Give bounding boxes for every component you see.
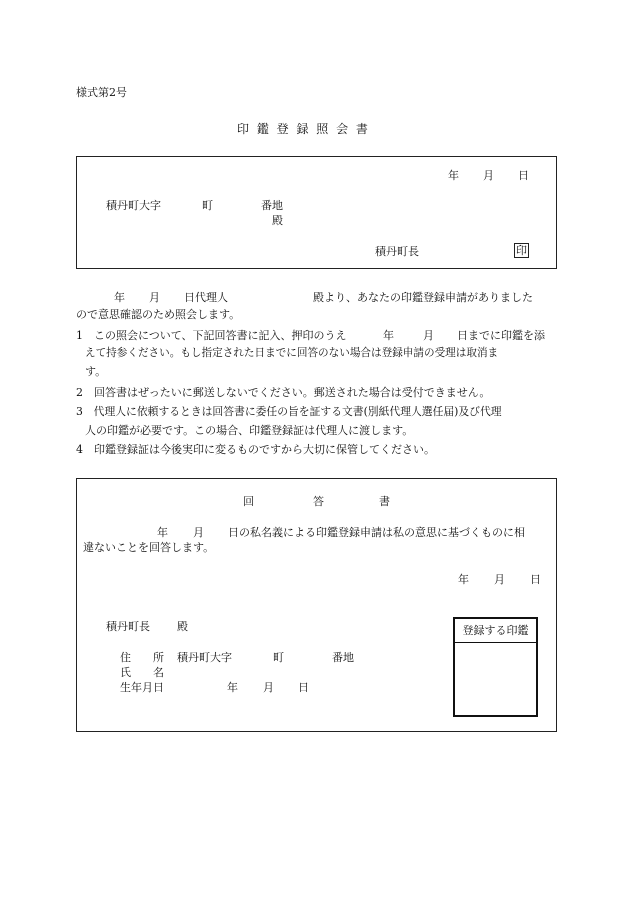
birth-label: 生年月日 [120, 681, 164, 694]
item1-text: 1 この照会について、下記回答書に記入、押印のうえ [76, 329, 347, 342]
reply-text-year: 年 [157, 526, 168, 539]
notice-address-banchi: 番地 [261, 199, 283, 212]
birth-month: 月 [263, 681, 274, 694]
reply-text-rest: 日の私名義による印鑑登録申請は私の意思に基づくものに相 [228, 526, 525, 539]
reply-date-year: 年 [458, 573, 469, 586]
address-prefix: 積丹町大字 [177, 651, 232, 664]
reply-title-char-3: 書 [379, 495, 390, 508]
reply-addressee-dono: 殿 [177, 620, 188, 633]
address-town: 町 [273, 651, 284, 664]
address-label: 住 所 [120, 651, 164, 664]
intro-rest: 殿より、あなたの印鑑登録申請がありました [313, 291, 533, 304]
item1-line2: えて持参ください。もし指定された日までに回答のない場合は登録申請の受理は取消ま [85, 347, 499, 359]
address-banchi: 番地 [332, 651, 354, 664]
birth-day: 日 [298, 681, 309, 694]
item1-day: 日までに印鑑を添 [457, 329, 545, 342]
intro-line2: ので意思確認のため照会します。 [76, 308, 241, 321]
reply-addressee: 積丹町長 [106, 620, 150, 633]
item3-line2: 人の印鑑が必要です。この場合、印鑑登録証は代理人に渡します。 [85, 424, 414, 437]
notice-date-year: 年 [448, 169, 459, 182]
registered-seal-box [453, 617, 538, 717]
notice-body [76, 292, 556, 472]
reply-text-line2: 違ないことを回答します。 [83, 541, 215, 554]
item2-text: 2 回答書はぜったいに郵送しないでください。郵送された場合は受付できません。 [76, 386, 491, 399]
notice-date-day: 日 [518, 169, 529, 182]
registered-seal-label: 登録する印鑑 [455, 619, 536, 643]
form-number: 様式第2号 [76, 86, 127, 99]
notice-address-prefix: 積丹町大字 [106, 199, 161, 212]
reply-date-day: 日 [530, 573, 541, 586]
notice-dono: 殿 [272, 214, 283, 227]
item3-line1: 3 代理人に依頼するときは回答書に委任の旨を証する文書(別紙代理人選任届)及び代理 [76, 405, 502, 418]
intro-day-agent: 日代理人 [184, 291, 228, 304]
item1-month: 月 [423, 329, 434, 342]
item4-text: 4 印鑑登録証は今後実印に変るものですから大切に保管してください。 [76, 443, 435, 456]
notice-date-month: 月 [483, 169, 494, 182]
name-label: 氏 名 [120, 666, 164, 679]
official-seal-mark: 印 [516, 244, 527, 257]
page-title: 印 鑑 登 録 照 会 書 [237, 122, 370, 136]
reply-text-month: 月 [193, 526, 204, 539]
notice-address-town: 町 [202, 199, 213, 212]
notice-box [76, 156, 557, 269]
intro-month: 月 [149, 291, 160, 304]
item1-year: 年 [383, 329, 394, 342]
reply-title-char-1: 回 [243, 495, 254, 508]
item1-line3: す。 [85, 365, 107, 378]
reply-title-char-2: 答 [313, 495, 324, 508]
birth-year: 年 [227, 681, 238, 694]
reply-date-month: 月 [494, 573, 505, 586]
intro-year: 年 [114, 291, 125, 304]
reply-box [76, 478, 557, 732]
notice-issuer: 積丹町長 [375, 245, 419, 258]
